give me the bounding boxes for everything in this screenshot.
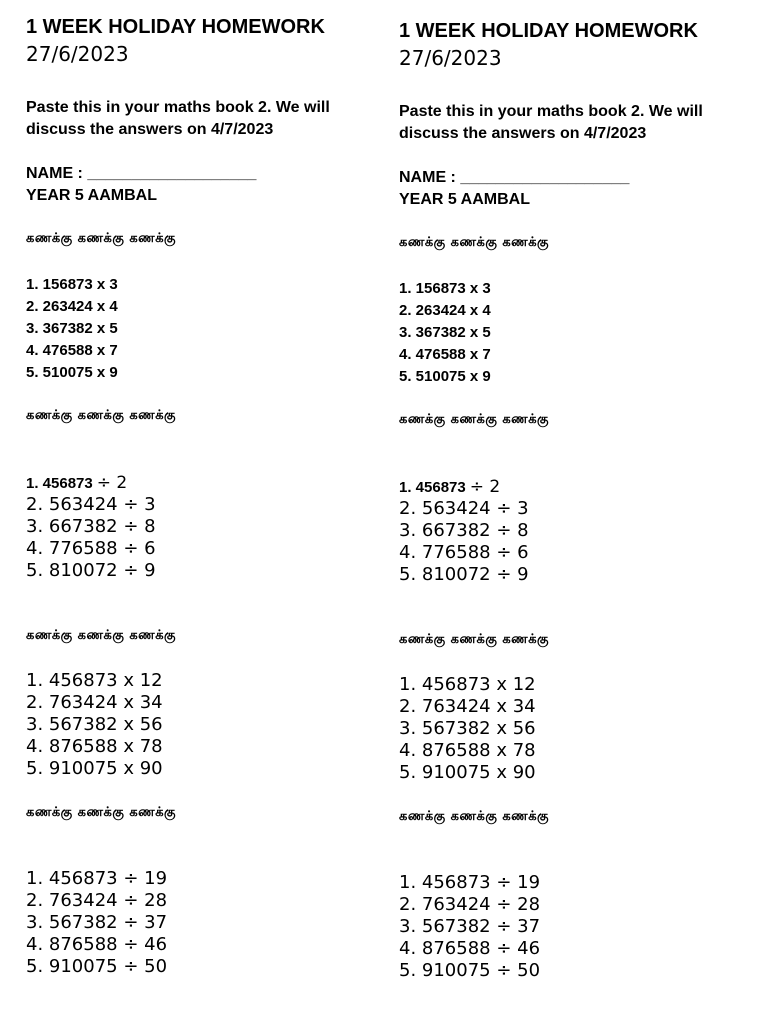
section-heading: கணக்கு கணக்கு கணக்கு: [399, 632, 549, 647]
name-field-label: NAME : ___________________: [399, 169, 630, 186]
question-item: 1. 156873 x 3: [26, 276, 118, 293]
question-item: 5. 810072 ÷ 9: [399, 564, 529, 585]
question-item: 5. 910075 x 90: [26, 758, 163, 779]
section-heading: கணக்கு கணக்கு கணக்கு: [26, 628, 176, 643]
worksheet-date: 27/6/2023: [399, 46, 502, 70]
question-item: 3. 567382 ÷ 37: [399, 916, 541, 937]
question-operator: ÷ 2: [469, 477, 501, 497]
question-item: 4. 876588 x 78: [399, 740, 536, 761]
question-item: 3. 667382 ÷ 8: [399, 520, 529, 541]
question-item: 1. 456873 ÷ 19: [26, 868, 168, 889]
section-heading: கணக்கு கணக்கு கணக்கு: [399, 809, 549, 824]
question-item: 2. 563424 ÷ 3: [399, 498, 529, 519]
question-item: 4. 476588 x 7: [399, 346, 491, 363]
question-item: 4. 476588 x 7: [26, 342, 118, 359]
question-item: [399, 477, 500, 497]
section-heading: கணக்கு கணக்கு கணக்கு: [26, 408, 176, 423]
question-item: 1. 156873 x 3: [399, 280, 491, 297]
question-item: 2. 263424 x 4: [26, 298, 118, 315]
question-item: 5. 510075 x 9: [399, 368, 491, 385]
question-item: 4. 876588 ÷ 46: [399, 938, 541, 959]
worksheet-title: 1 WEEK HOLIDAY HOMEWORK: [399, 20, 698, 42]
section-heading: கணக்கு கணக்கு கணக்கு: [26, 805, 176, 820]
question-item: 3. 367382 x 5: [399, 324, 491, 341]
question-number: 1. 456873: [26, 475, 93, 492]
question-item: 3. 567382 x 56: [26, 714, 163, 735]
question-item: 3. 567382 ÷ 37: [26, 912, 168, 933]
question-item: 1. 456873 x 12: [26, 670, 163, 691]
class-label: YEAR 5 AAMBAL: [26, 187, 157, 204]
instruction-line-2: discuss the answers on 4/7/2023: [399, 125, 647, 142]
section-heading: கணக்கு கணக்கு கணக்கு: [399, 412, 549, 427]
question-item: 5. 810072 ÷ 9: [26, 560, 156, 581]
question-item: 2. 263424 x 4: [399, 302, 491, 319]
question-item: 3. 667382 ÷ 8: [26, 516, 156, 537]
question-item: [26, 473, 127, 493]
question-item: 5. 910075 ÷ 50: [26, 956, 168, 977]
class-label: YEAR 5 AAMBAL: [399, 191, 530, 208]
question-item: 5. 910075 ÷ 50: [399, 960, 541, 981]
question-item: 4. 876588 ÷ 46: [26, 934, 168, 955]
section-heading: கணக்கு கணக்கு கணக்கு: [26, 231, 176, 246]
question-item: 2. 563424 ÷ 3: [26, 494, 156, 515]
question-item: 4. 776588 ÷ 6: [399, 542, 529, 563]
question-item: 1. 456873 ÷ 19: [399, 872, 541, 893]
name-field-label: NAME : ___________________: [26, 165, 257, 182]
question-item: 5. 910075 x 90: [399, 762, 536, 783]
instruction-line-1: Paste this in your maths book 2. We will: [26, 99, 330, 116]
question-number: 1. 456873: [399, 479, 466, 496]
question-item: 5. 510075 x 9: [26, 364, 118, 381]
worksheet-title: 1 WEEK HOLIDAY HOMEWORK: [26, 16, 325, 38]
question-item: 2. 763424 ÷ 28: [26, 890, 168, 911]
worksheet-date: 27/6/2023: [26, 42, 129, 66]
question-item: 1. 456873 x 12: [399, 674, 536, 695]
section-heading: கணக்கு கணக்கு கணக்கு: [399, 235, 549, 250]
question-item: 3. 567382 x 56: [399, 718, 536, 739]
instruction-line-1: Paste this in your maths book 2. We will: [399, 103, 703, 120]
question-item: 2. 763424 x 34: [26, 692, 163, 713]
question-item: 2. 763424 ÷ 28: [399, 894, 541, 915]
question-operator: ÷ 2: [96, 473, 128, 493]
instruction-line-2: discuss the answers on 4/7/2023: [26, 121, 274, 138]
question-item: 4. 876588 x 78: [26, 736, 163, 757]
question-item: 3. 367382 x 5: [26, 320, 118, 337]
question-item: 2. 763424 x 34: [399, 696, 536, 717]
question-item: 4. 776588 ÷ 6: [26, 538, 156, 559]
